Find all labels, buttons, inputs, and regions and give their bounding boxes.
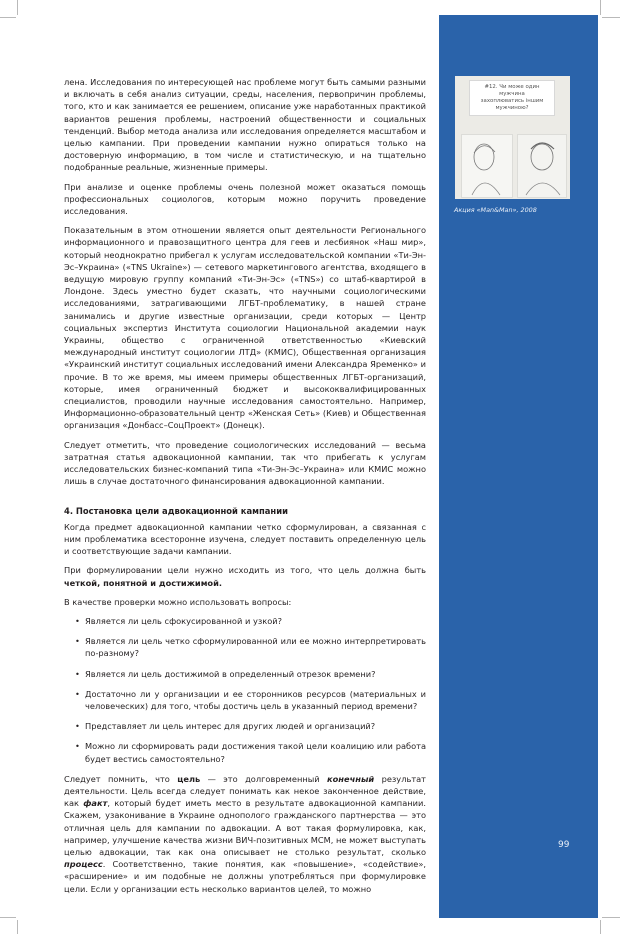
emphasis-bold: четкой, понятной и достижимой. [64,577,223,588]
crop-mark [602,917,620,918]
paragraph [64,564,426,588]
crop-mark [17,920,18,934]
action-photo [455,76,570,199]
emphasis-bold-italic: факт [83,798,108,809]
emphasis-bold: цель [177,773,201,784]
crop-mark [600,0,601,15]
paragraph: При анализе и оценке проблемы очень полезной может оказаться помощь профессиональных социологов, которым можно поручить проведение исследования. [64,181,426,217]
text-run: результат деятельности. Цель всегда следует понимать как некое законченное действие, как [64,773,426,809]
emphasis-bold-italic: конечный [327,773,375,784]
paragraph [64,773,426,895]
photo-sign [469,80,555,116]
list-item: • Можно ли сформировать ради достижения такой цели коалицию или работа будет вестись самостоятельно? [64,740,426,764]
photo-caption: Акция «Man&Man», 2008 [454,206,537,214]
crop-mark [0,917,16,918]
main-text [64,76,426,902]
paragraph: В качестве проверки можно использовать вопросы: [64,596,292,607]
paragraph: Когда предмет адвокационной кампании четко сформулирован, а связанная с ним проблематика всесторонне изучена, следует поставить определенную цель и соответствующие задачи кампании. [64,521,426,557]
crop-mark [0,17,16,18]
drawing-sheet-right [517,134,567,198]
list-item: • Является ли цель сфокусированной и узкой? [64,615,426,627]
page-number: 99 [558,840,570,850]
list-item: • Является ли цель достижимой в определенный отрезок времени? [64,668,426,680]
sign-line: мужчиною? [495,105,529,111]
drawing-sheet-left [461,134,513,198]
sign-line: захоплюватись іншим [480,98,544,104]
text-run: При формулировании цели нужно исходить из того, что цель должна быть [64,565,426,576]
list-item: • Достаточно ли у организации и ее сторонников ресурсов (материальных и человеческих) для того, чтобы достичь цель в указанный период времени? [64,688,426,712]
text-run: . Соответственно, такие понятия, как «повышение», «содействие», «расширение» и им подобные не должны употребляться при формулировке цели. Если у организации есть несколько вариантов целей, то можно [64,859,426,894]
crop-mark [17,0,18,15]
paragraph: Показательным в этом отношении является опыт деятельности Регионального информационного и правозащитного центра для геев и лесбиянок «Наш мир», который неоднократно прибегал к услугам исследовательской компании «Ти-Эн-Эс–Украина» («TNS Ukraine») — сетевого маркетингового агентства, входящего в ведущую мировую группу компаний «Ти-Эн-Эс» («TNS») со штаб-квартирой в Лондоне. Здесь уместно будет сказать, что научными социологическими исследованиями, затрагивающими ЛГБТ-проблематику, в нашей стране занимались и другие известные организации, среди которых — Центр социальных экспертиз Института социологии Национальной академии наук Украины, общество с ограниченной ответственностью «Киевский международный институт социологии ЛТД» (КМИС), Общественная организация «Украинский институт социальных исследований имени Александра Яременко» и прочие. В то же время, мы имеем примеры общественных ЛГБТ-организаций, которые, имея ограниченный бюджет и высококвалифицированных специалистов, проводили научные исследования самостоятельно. Например, Информационно-образовательный центр «Женская Сеть» (Киев) и Общественная организация «Донбасс–СоцПроект» (Донецк). [64,225,426,431]
paragraph: лена. Исследования по интересующей нас проблеме могут быть самыми разными и включать в себя анализ ситуации, среды, населения, первопричин проблемы, того, кто и как занимается ее решением, описание уже наработанных практикой вариантов решения проблемы, настроений общественности и социальных тенденций. Выбор метода анализа или исследования определяется масштабом и целью кампании. При проведении кампании нужно опираться только на достоверную информацию, в том числе и статистическую, и на тщательно подобранные реальные, жизненные примеры. [64,77,426,173]
sign-line: #12. Чи може один [484,84,540,90]
text-run: — это долговременный [200,773,328,784]
crop-mark [602,17,620,18]
sign-line: мужчина [499,91,525,97]
emphasis-bold-italic: процесс [64,859,103,870]
text-run: Следует помнить, что [64,773,178,784]
list-item: • Представляет ли цель интерес для других людей и организаций? [64,720,426,732]
text-run: , который будет иметь место в результате адвокационной кампании. Скажем, узаконивание в Украине однополого гражданского партнерства — это отличная цель для кампании по адвокации. А вот такая формулировка, как, например, улучшение качества жизни ВИЧ-позитивных МСМ, не может выступать целью адвокации, так как она описывает не столько результат, сколько [64,798,427,857]
question-list [64,615,426,765]
crop-mark [600,920,601,934]
paragraph: Следует отметить, что проведение социологических исследований — весьма затратная статья адвокационной кампании, так что прибегать к услугам исследовательских бизнес-компаний типа «Ти-Эн-Эс–Украина» или КМИС можно лишь в случае достаточного финансирования адвокационной кампании. [64,439,426,487]
section-heading: 4. Постановка цели адвокационной кампании [64,505,288,516]
list-item: • Является ли цель четко сформулированной или ее можно интерпретировать по-разному? [64,635,426,659]
